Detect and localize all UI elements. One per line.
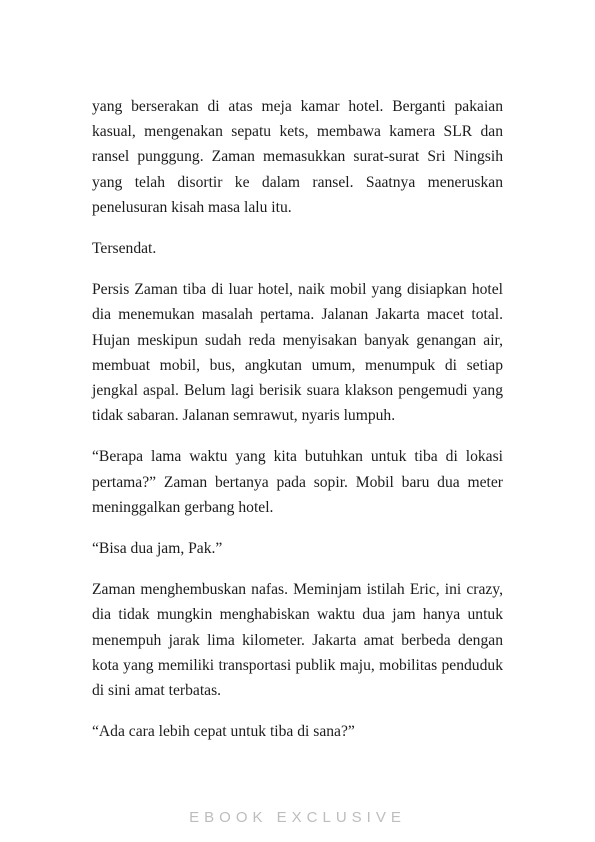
page-body (92, 94, 503, 760)
paragraph: “Ada cara lebih cepat untuk tiba di sana?” (92, 723, 355, 741)
paragraph: “Berapa lama waktu yang kita butuhkan untuk tiba di lokasi pertama?” Zaman bertanya pada sopir. Mobil baru dua meter meninggalkan gerbang hotel. (92, 448, 503, 516)
paragraph: yang berserakan di atas meja kamar hotel. Berganti pakaian kasual, mengenakan sepatu kets, membawa kamera SLR dan ransel punggung. Zaman memasukkan surat-surat Sri Ningsih yang telah disortir ke dalam ransel. Saatnya meneruskan penelusuran kisah masa lalu itu. (92, 98, 503, 216)
footer-label: EBOOK EXCLUSIVE (189, 809, 406, 826)
paragraph: Zaman menghembuskan nafas. Meminjam istilah Eric, ini crazy, dia tidak mungkin menghabiskan waktu dua jam hanya untuk menempuh jarak lima kilometer. Jakarta amat berbeda dengan kota yang memiliki transportasi publik maju, mobilitas penduduk di sini amat terbatas. (92, 581, 503, 700)
paragraph: “Bisa dua jam, Pak.” (92, 540, 223, 558)
paragraph: Persis Zaman tiba di luar hotel, naik mobil yang disiapkan hotel dia menemukan masalah pertama. Jalanan Jakarta macet total. Hujan meskipun sudah reda menyisakan banyak genangan air, membuat mobil, bus, angkutan umum, menumpuk di setiap jengkal aspal. Belum lagi berisik suara klakson pengemudi yang tidak sabaran. Jalanan semrawut, nyaris lumpuh. (92, 281, 503, 425)
paragraph: Tersendat. (92, 240, 157, 258)
